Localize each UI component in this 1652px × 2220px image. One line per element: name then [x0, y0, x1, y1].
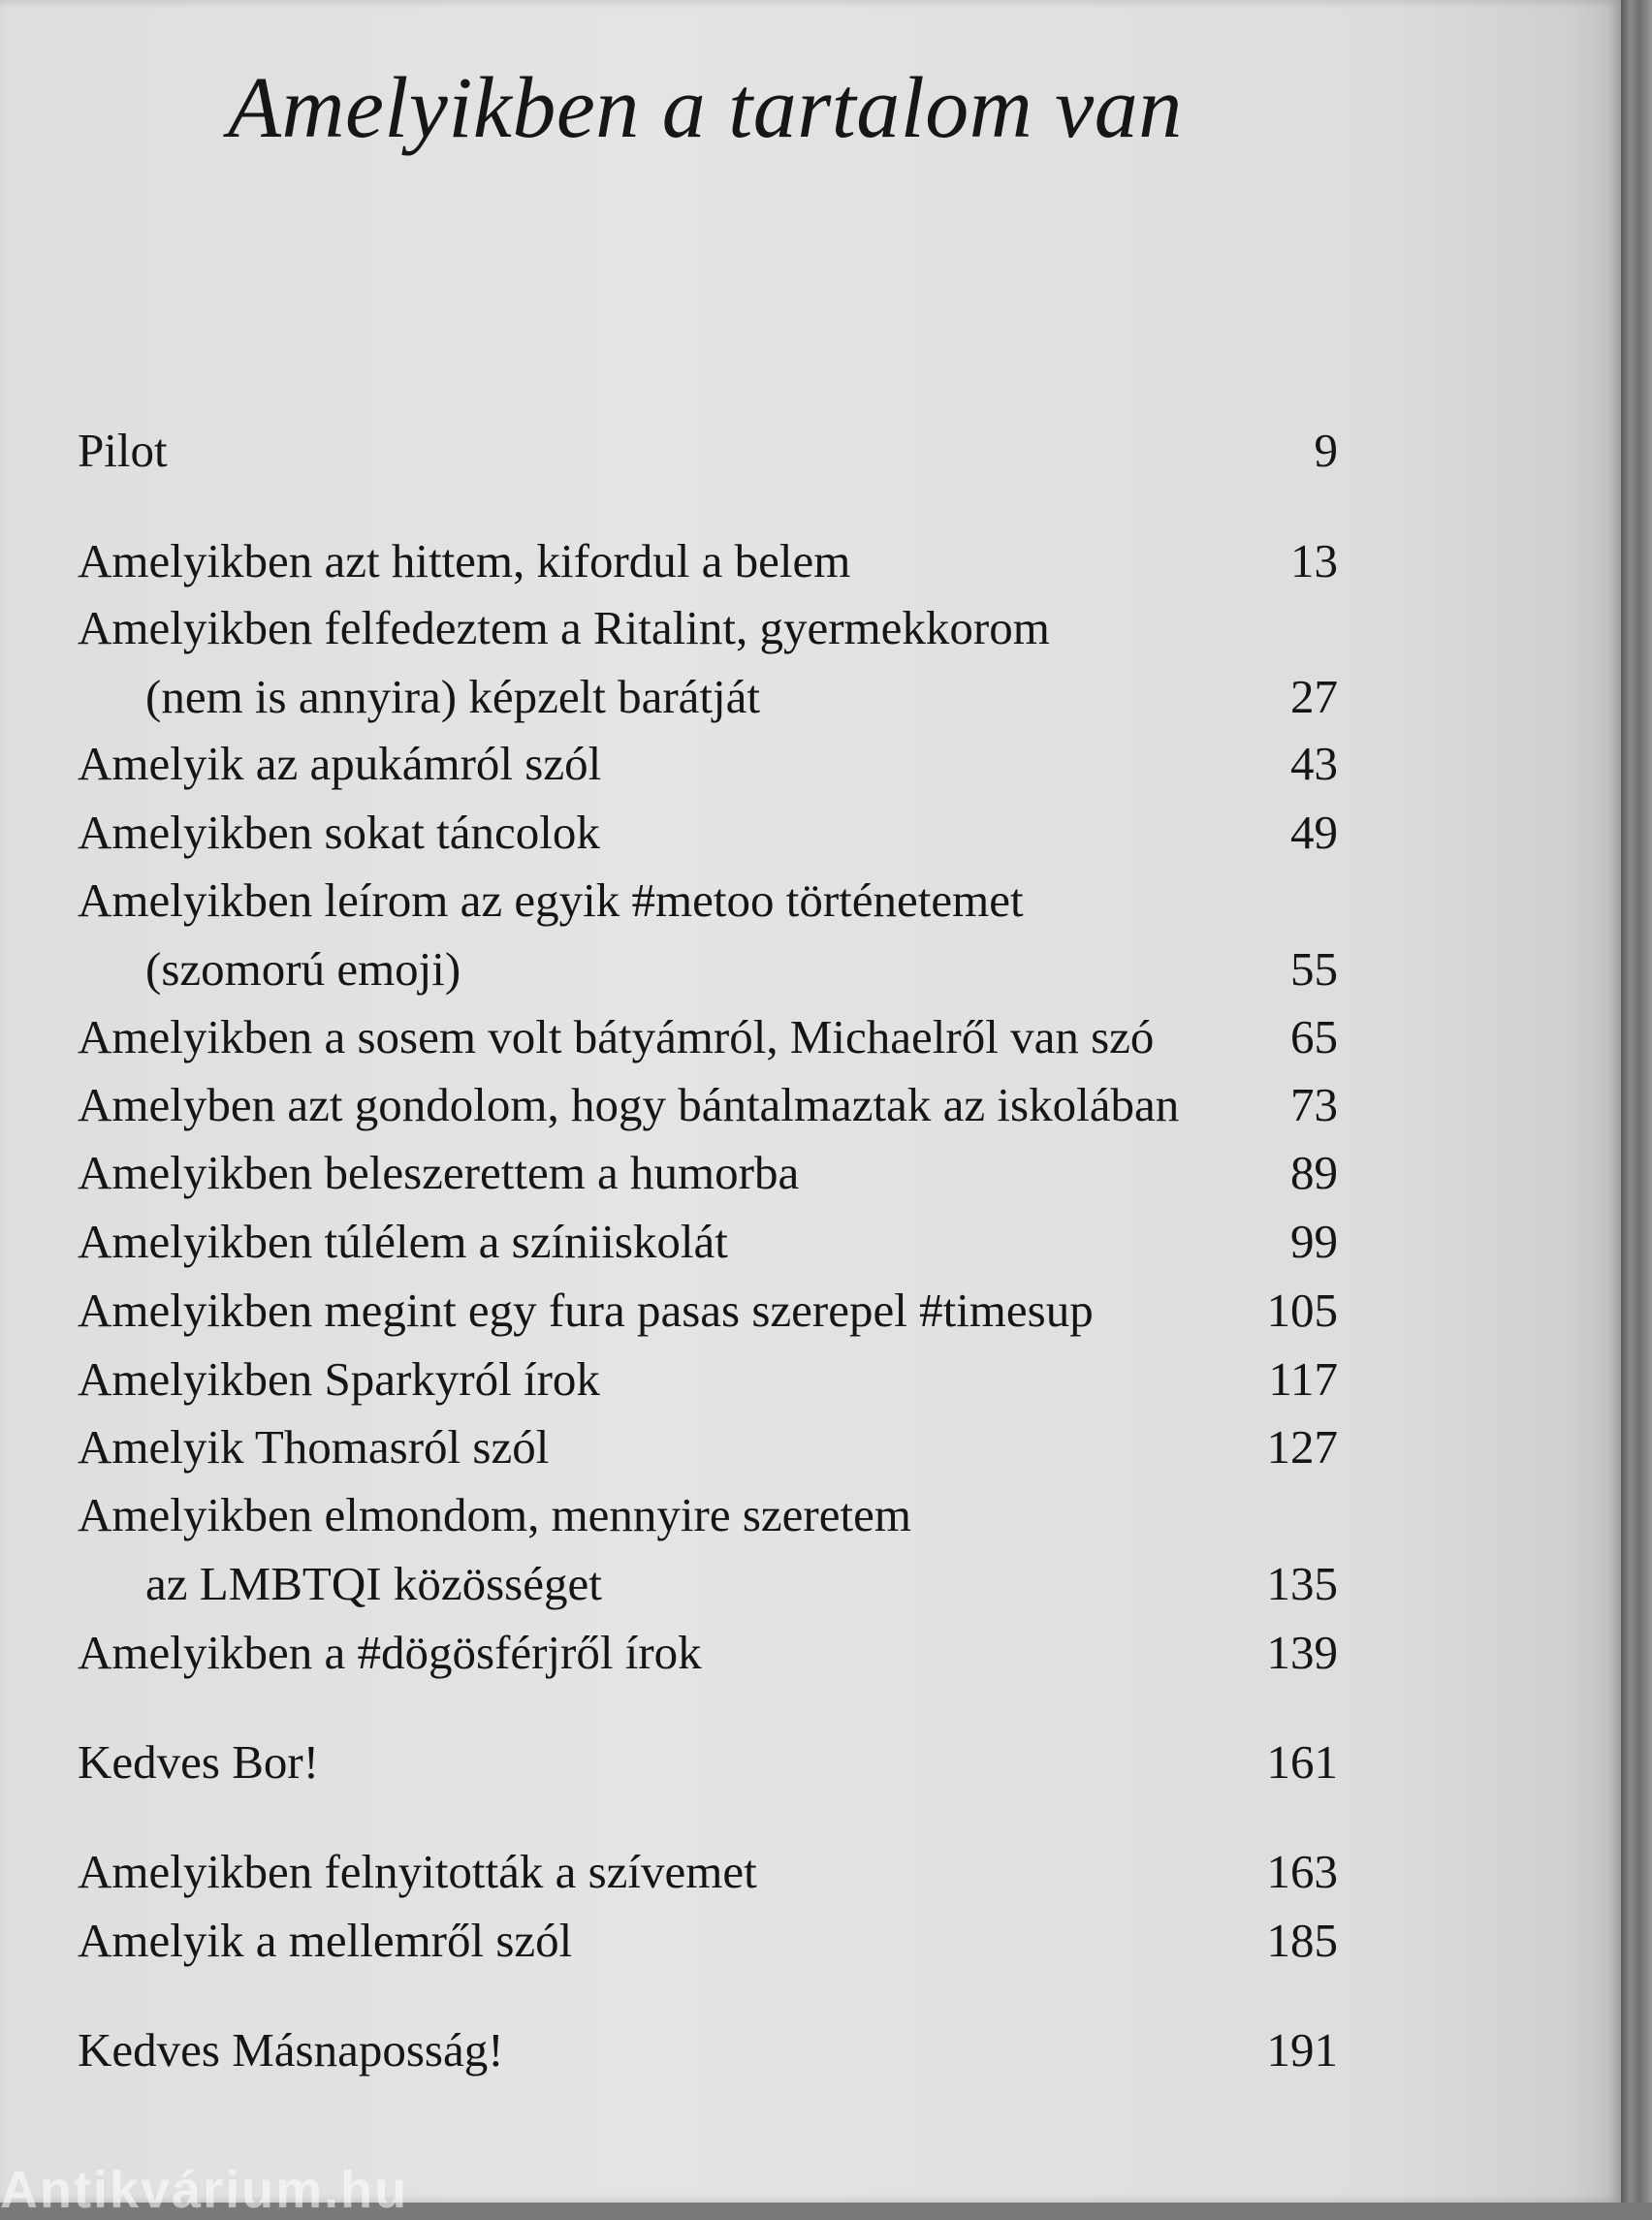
toc-entry-title: Amelyik Thomasról szól: [78, 1420, 550, 1474]
toc-entry-title: Kedves Másnaposság!: [78, 2023, 504, 2077]
toc-entry-page: 9: [1314, 424, 1338, 477]
toc-entry-title: Pilot: [78, 424, 168, 477]
toc-entry: [78, 1728, 1338, 1796]
toc-entry: [78, 1070, 1338, 1139]
toc-entry-page: 55: [1290, 942, 1338, 996]
toc-entry-title: Kedves Bor!: [78, 1735, 320, 1789]
toc-entry-title: Amelyikben Sparkyról írok: [78, 1352, 600, 1406]
toc-entry-title: Amelyikben elmondom, mennyire szeretem: [78, 1488, 911, 1541]
toc-entry: [78, 1618, 1338, 1687]
toc-entry-title: Amelyikben felnyitották a szívemet: [78, 1845, 757, 1898]
toc-entry-page: 117: [1268, 1352, 1338, 1406]
toc-entry: [78, 593, 1338, 731]
toc-entry-page: 73: [1290, 1078, 1338, 1131]
toc-entry-page: 105: [1266, 1284, 1338, 1337]
page-edge: [1621, 0, 1652, 2203]
toc-entry-page: 27: [1290, 670, 1338, 723]
toc-entry: [78, 1412, 1338, 1481]
toc-entry: [78, 1002, 1338, 1071]
toc-entry-title: Amelyik az apukámról szól: [78, 737, 602, 790]
toc-entry-page: 13: [1290, 534, 1338, 587]
toc-entry: [78, 729, 1338, 798]
toc-entry-title: Amelyikben felfedeztem a Ritalint, gyermekkorom: [78, 601, 1050, 654]
toc-entry: [78, 1138, 1338, 1207]
page-title: Amelyikben a tartalom van: [228, 60, 1183, 156]
toc-entry-title-continued: (nem is annyira) képzelt barátját: [145, 670, 760, 723]
toc-entry-title: Amelyikben sokat táncolok: [78, 806, 600, 859]
toc-entry-title-continued: (szomorú emoji): [145, 942, 461, 996]
toc-entry-page: 43: [1290, 737, 1338, 790]
toc-entry: [78, 416, 1338, 485]
toc-entry-title: Amelyikben leírom az egyik #metoo történetemet: [78, 873, 1024, 927]
toc-entry-page: 65: [1290, 1010, 1338, 1063]
toc-entry-page: 49: [1290, 806, 1338, 859]
toc-entry-title: Amelyikben megint egy fura pasas szerepel #timesup: [78, 1284, 1094, 1337]
toc-entry-title: Amelyikben túlélem a színiiskolát: [78, 1215, 728, 1268]
toc-entry-title: Amelyik a mellemről szól: [78, 1914, 573, 1967]
toc-entry-page: 99: [1290, 1215, 1338, 1268]
toc-entry-title: Amelyikben azt hittem, kifordul a belem: [78, 534, 851, 587]
toc-entry-page: 161: [1266, 1735, 1338, 1789]
toc-entry-title: Amelyikben beleszerettem a humorba: [78, 1146, 800, 1199]
toc-entry-page: 127: [1266, 1420, 1338, 1474]
toc-entry: [78, 798, 1338, 867]
toc-entry-page: 191: [1266, 2023, 1338, 2077]
toc-entry: [78, 1276, 1338, 1345]
toc-entry: [78, 866, 1338, 1003]
toc-entry: [78, 1345, 1338, 1413]
toc-entry-page: 185: [1266, 1914, 1338, 1967]
toc-entry-title: Amelyikben a #dögösférjről írok: [78, 1626, 702, 1679]
toc-entry: [78, 1837, 1338, 1906]
toc-entry-page: 135: [1266, 1557, 1338, 1610]
toc-entry-page: 89: [1290, 1146, 1338, 1199]
toc-entry: [78, 1207, 1338, 1276]
toc-entry-page: 163: [1266, 1845, 1338, 1898]
toc-entry: [78, 1906, 1338, 1975]
toc-entry-title-continued: az LMBTQI közösséget: [145, 1557, 602, 1610]
toc-entry-title: Amelyben azt gondolom, hogy bántalmaztak az iskolában: [78, 1078, 1180, 1131]
toc-entry: [78, 1480, 1338, 1618]
toc-entry: [78, 2015, 1338, 2084]
toc-entry: [78, 526, 1338, 595]
watermark: Antikvárium.hu: [0, 2161, 409, 2219]
toc-entry-page: 139: [1266, 1626, 1338, 1679]
toc-entry-title: Amelyikben a sosem volt bátyámról, Michaelről van szó: [78, 1010, 1155, 1063]
